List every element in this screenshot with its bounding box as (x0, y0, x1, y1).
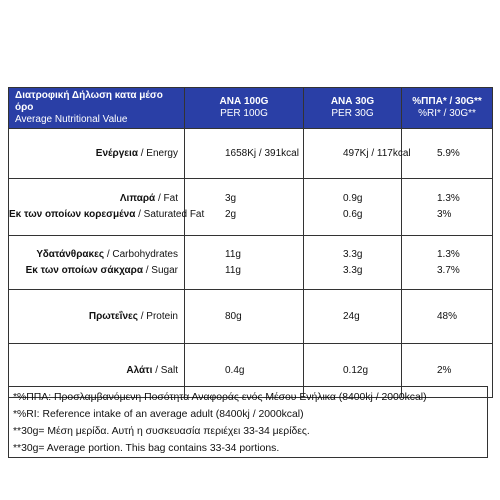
footnote-ri-greek: *%ΠΠΑ: Προσλαμβανόμενη Ποσότητα Αναφοράς ενός Μέσου Ενήλικα (8400kj / 2000kcal) (13, 392, 427, 403)
sugar-greek-label: Εκ των οποίων σάκχαρα (25, 264, 143, 276)
saturated-fat-per-30g-value: 0.6g (343, 209, 363, 220)
fat-english-label: / Fat (155, 193, 178, 204)
fat-per-100g-value: 3g (225, 193, 237, 204)
table-row-protein (9, 290, 493, 344)
energy-per-100g-value: 1658Kj / 391kcal (225, 147, 299, 159)
nutrient-name-cell (9, 179, 205, 236)
protein-per-100g-value: 80g (225, 310, 242, 322)
table-row-carbohydrates (9, 236, 493, 290)
carbohydrates-english-label: / Carbohydrates (104, 248, 178, 260)
footnotes-box (8, 386, 488, 458)
energy-greek-label: Ενέργεια (95, 147, 138, 159)
salt-english-label: / Salt (152, 364, 178, 376)
table-row-fat (9, 179, 493, 236)
per-30g-cell (304, 179, 402, 236)
ri-cell (402, 236, 493, 290)
protein-ri-value: 48% (437, 310, 458, 322)
carbohydrates-greek-label: Υδατάνθρακες (36, 248, 105, 260)
header-per-100g-english: PER 100G (220, 108, 268, 119)
nutrient-name-cell (9, 236, 185, 290)
salt-ri-value: 2% (437, 364, 452, 376)
fat-per-30g-value: 0.9g (343, 193, 363, 204)
energy-english-label: / Energy (137, 147, 178, 159)
fat-ri-value: 1.3% (437, 193, 460, 204)
header-ri-column (402, 88, 493, 129)
per-30g-cell (304, 236, 402, 290)
nutrient-name-cell (9, 290, 185, 344)
footnote-portion-english: **30g= Average portion. This bag contains 33-34 portions. (13, 443, 280, 454)
sugar-per-30g-value: 3.3g (343, 264, 363, 276)
protein-english-label: / Protein (137, 310, 178, 322)
header-per-30g-greek: ΑΝΑ 30G (330, 96, 375, 107)
per-100g-cell (185, 179, 304, 236)
salt-per-100g-value: 0.4g (225, 364, 245, 376)
nutrition-label (8, 87, 492, 398)
saturated-fat-english-label: / Saturated Fat (135, 209, 205, 220)
header-nutrient-english: Average Nutritional Value (15, 114, 128, 125)
energy-ri-value: 5.9% (437, 147, 460, 159)
salt-per-30g-value: 0.12g (343, 364, 369, 376)
saturated-fat-per-100g-value: 2g (225, 209, 237, 220)
table-row-energy (9, 129, 493, 179)
header-per-100g-greek: ΑΝΑ 100G (219, 96, 269, 107)
nutrition-table (8, 87, 493, 398)
per-30g-cell (304, 129, 411, 179)
ri-cell (402, 129, 493, 179)
carbohydrates-ri-value: 1.3% (437, 248, 460, 260)
carbohydrates-per-100g-value: 11g (225, 248, 241, 260)
per-30g-cell (304, 290, 402, 344)
header-per-30g-column (304, 88, 402, 129)
per-100g-cell (185, 290, 304, 344)
energy-per-30g-value: 497Kj / 117kcal (343, 147, 411, 159)
header-per-100g-column (185, 88, 304, 129)
table-header-row (9, 88, 493, 129)
sugar-ri-value: 3.7% (437, 264, 460, 276)
protein-per-30g-value: 24g (343, 310, 360, 322)
sugar-per-100g-value: 11g (225, 264, 241, 276)
sugar-english-label: / Sugar (142, 264, 178, 276)
ri-cell (402, 290, 493, 344)
salt-greek-label: Αλάτι (126, 364, 153, 376)
header-ri-english: %RI* / 30G** (418, 108, 476, 119)
footnote-ri-english: *%RI: Reference intake of an average adult (8400kj / 2000kcal) (13, 409, 304, 420)
footnote-portion-greek: **30g= Μέση μερίδα. Αυτή η συσκευασία περιέχει 33-34 μερίδες. (13, 426, 310, 437)
ri-cell (402, 179, 493, 236)
header-nutrient-column (9, 88, 185, 129)
saturated-fat-ri-value: 3% (437, 209, 452, 220)
per-100g-cell (185, 236, 304, 290)
header-per-30g-english: PER 30G (331, 108, 374, 119)
header-nutrient-greek: Διατροφική Δήλωση κατα μέσο όρο (15, 90, 163, 113)
saturated-fat-greek-label: Εκ των οποίων κορεσμένα (9, 209, 136, 220)
fat-greek-label: Λιπαρά (119, 193, 156, 204)
carbohydrates-per-30g-value: 3.3g (343, 248, 363, 260)
per-100g-cell (185, 129, 304, 179)
protein-greek-label: Πρωτεΐνες (88, 310, 138, 322)
header-ri-greek: %ΠΠΑ* / 30G** (412, 96, 482, 107)
nutrient-name-cell (9, 129, 185, 179)
